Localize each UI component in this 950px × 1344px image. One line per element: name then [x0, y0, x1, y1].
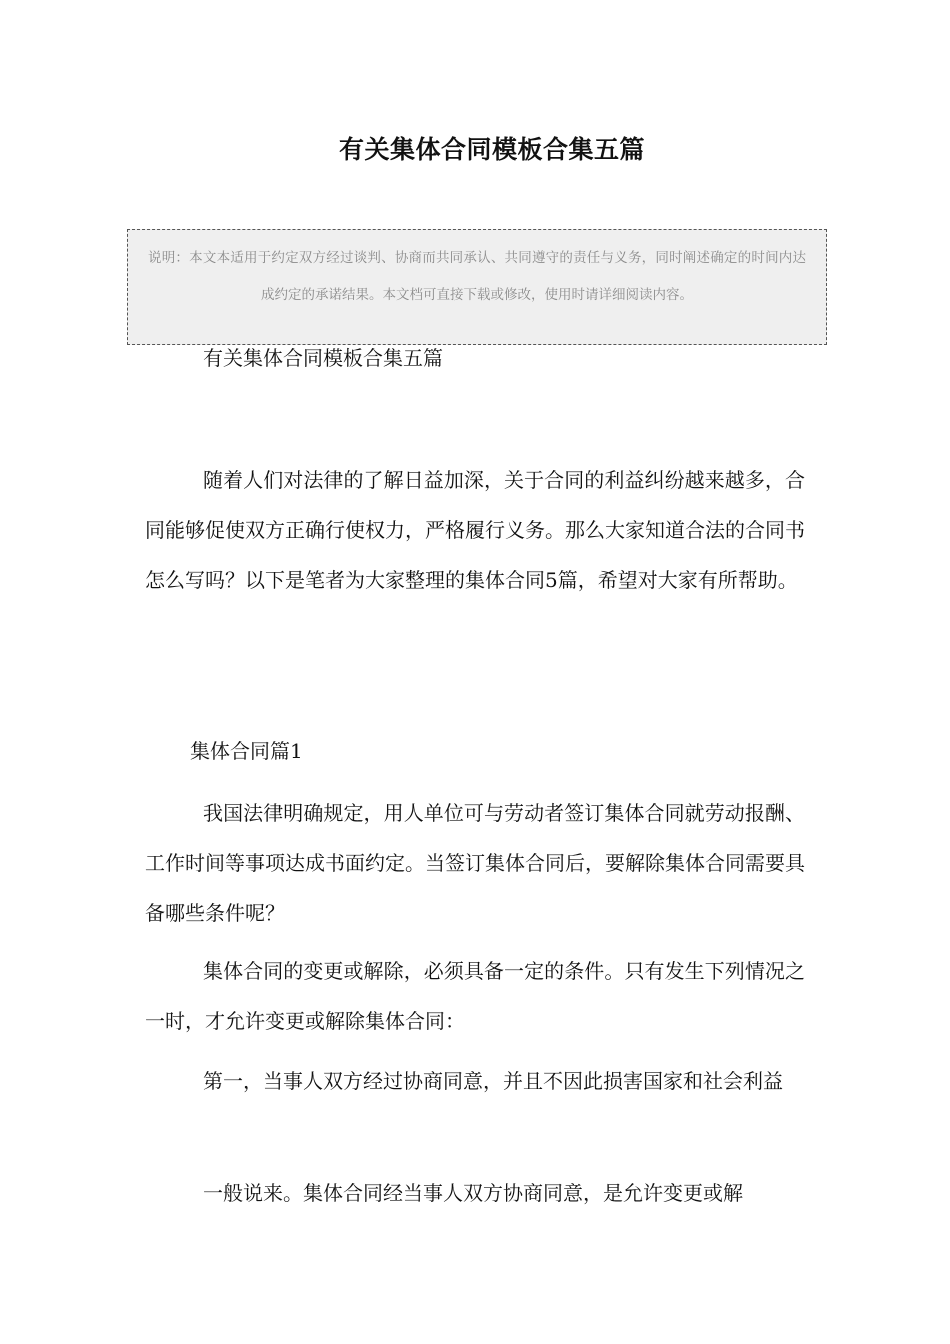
paragraph-1: 我国法律明确规定，用人单位可与劳动者签订集体合同就劳动报酬、工作时间等事项达成书面约定。当签订集体合同后，要解除集体合同需要具备哪些条件呢？	[145, 801, 805, 925]
section-heading: 集体合同篇1	[190, 739, 303, 763]
description-note-box	[127, 229, 827, 345]
document-subtitle: 有关集体合同模板合集五篇	[203, 346, 443, 370]
paragraph-3: 第一，当事人双方经过协商同意，并且不因此损害国家和社会利益	[203, 1069, 783, 1093]
paragraph-4: 一般说来。集体合同经当事人双方协商同意，是允许变更或解	[203, 1181, 743, 1205]
description-note-text: 说明：本文本适用于约定双方经过谈判、协商而共同承认、共同遵守的责任与义务，同时阐述确定的时间内达成约定的承诺结果。本文档可直接下载或修改，使用时请详细阅读内容。	[148, 250, 806, 303]
intro-paragraph: 随着人们对法律的了解日益加深，关于合同的利益纠纷越来越多，合同能够促使双方正确行使权力，严格履行义务。那么大家知道合法的合同书怎么写吗？以下是笔者为大家整理的集体合同5篇，希望对大家有所帮助。	[145, 468, 805, 592]
paragraph-2: 集体合同的变更或解除，必须具备一定的条件。只有发生下列情况之一时，才允许变更或解除集体合同：	[145, 959, 805, 1033]
document-title: 有关集体合同模板合集五篇	[338, 135, 645, 164]
